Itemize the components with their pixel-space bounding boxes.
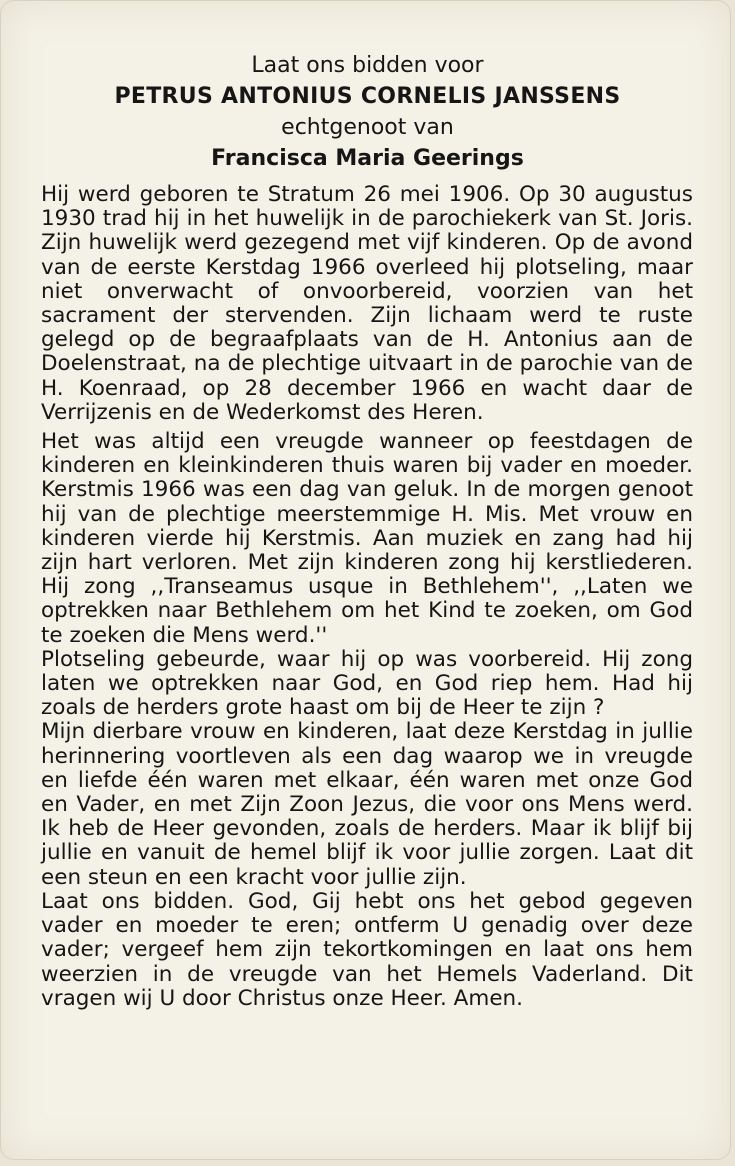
deceased-name: PETRUS ANTONIUS CORNELIS JANSSENS (114, 84, 621, 109)
paragraph-christmas: Het was altijd een vreugde wanneer op feestdagen de kinderen en kleinkinderen thuis waren bij vader en moeder. Kerstmis 1966 was een dag van geluk. In de morgen genoot hij van de plechtige meerstemmige H. Mis. Met vrouw en kinderen vierde hij Kerstmis. Aan muziek en zang had hij zijn hart verloren. Met zijn kinderen zong hij kerstliederen. Hij zong ,,Transeamus usque in Bethlehem'', ,,Laten we optrekken naar Bethlehem om het Kind te zoeken, om God te zoeken die Mens werd.'' (41, 429, 693, 648)
paragraph-farewell: Mijn dierbare vrouw en kinderen, laat deze Kerstdag in jullie herinnering voortleven als een dag waarop we in vreugde en liefde één waren met elkaar, één waren met onze God en Vader, en met Zijn Zoon Jezus, die voor ons Mens werd. Ik heb de Heer gevonden, zoals de herders. Maar ik blijf bij jullie en vanuit de hemel blijf ik voor jullie zorgen. Laat dit een steun en een kracht voor jullie zijn. (41, 719, 693, 890)
card-header (0, 50, 735, 174)
paragraph-sudden-death: Plotseling gebeurde, waar hij op was voorbereid. Hij zong laten we optrekken naar God, en God riep hem. Had hij zoals de herders grote haast om bij de Heer te zijn ? (41, 646, 693, 721)
prayer-intro: Laat ons bidden voor (251, 53, 484, 78)
spouse-label: echtgenoot van (281, 115, 454, 140)
spouse-name: Francisca Maria Geerings (211, 146, 524, 171)
paragraph-prayer: Laat ons bidden. God, Gij hebt ons het gebod gegeven vader en moeder te eren; ontferm U genadig over deze vader; vergeef hem zijn tekortkomingen en laat ons hem weerzien in de vreugde van het Hemels Vaderland. Dit vragen wij U door Christus onze Heer. Amen. (41, 888, 693, 1011)
card-body (41, 183, 693, 1011)
paragraph-biography: Hij werd geboren te Stratum 26 mei 1906. Op 30 augustus 1930 trad hij in het huwelijk in de parochiekerk van St. Joris. Zijn huwelijk werd gezegend met vijf kinderen. Op de avond van de eerste Kerstdag 1966 overleed hij plotseling, maar niet onverwacht of onvoorbereid, voorzien van het sacrament der stervenden. Zijn lichaam werd te ruste gelegd op de begraafplaats van de H. Antonius aan de Doelenstraat, na de plechtige uitvaart in de parochie van de H. Koenraad, op 28 december 1966 en wacht daar de Verrijzenis en de Wederkomst des Heren. (41, 182, 693, 425)
